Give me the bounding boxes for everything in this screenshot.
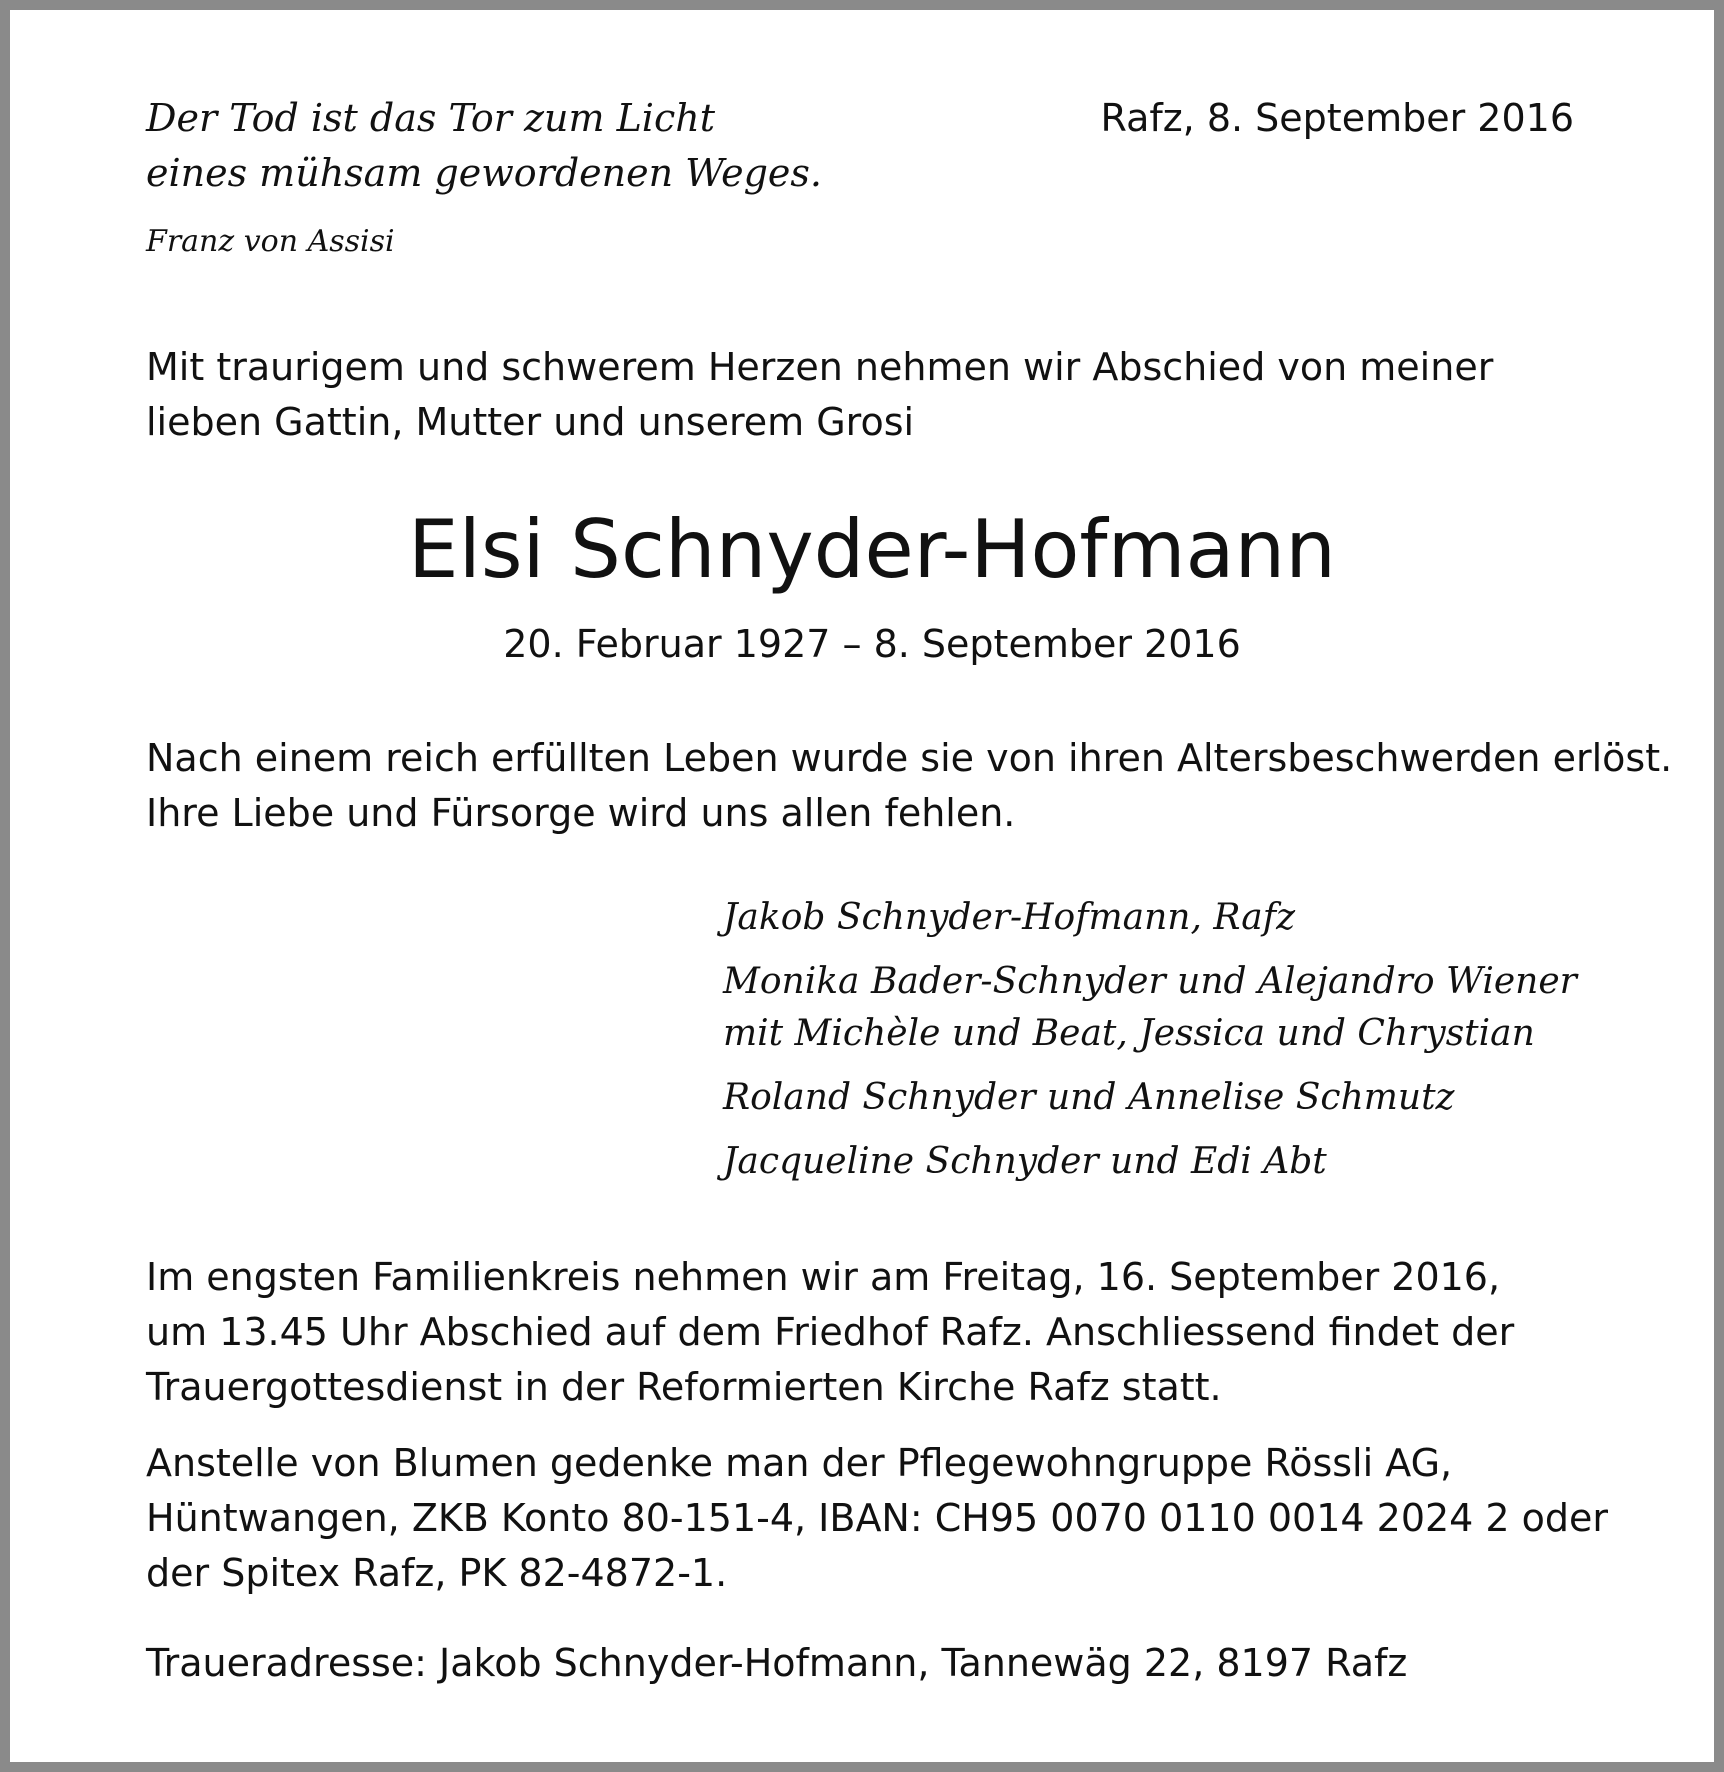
mourner-entry: Roland Schnyder und Annelise Schmutz (723, 1077, 1455, 1118)
tribute-text (146, 731, 1672, 841)
donation-line: der Spitex Rafz, PK 82-4872-1. (146, 1551, 728, 1595)
mourners-list (723, 892, 1577, 1200)
mourner-entry: Jacqueline Schnyder und Edi Abt (723, 1141, 1327, 1182)
intro-line: Mit traurigem und schwerem Herzen nehmen wir Abschied von meiner (146, 345, 1494, 389)
intro-line: lieben Gattin, Mutter und unserem Grosi (146, 400, 915, 444)
donation-text (146, 1436, 1608, 1601)
motto-quote (146, 91, 822, 201)
motto-line: eines mühsam gewordenen Weges. (146, 151, 822, 195)
motto-line: Der Tod ist das Tor zum Licht (146, 96, 715, 140)
service-text (146, 1250, 1514, 1415)
donation-line: Anstelle von Blumen gedenke man der Pflegewohngruppe Rössli AG, (146, 1441, 1453, 1485)
mourning-address: Traueradresse: Jakob Schnyder-Hofmann, Tannewäg 22, 8197 Rafz (146, 1641, 1408, 1685)
service-line: Trauergottesdienst in der Reformierten Kirche Rafz statt. (146, 1365, 1222, 1409)
tribute-line: Ihre Liebe und Fürsorge wird uns allen fehlen. (146, 791, 1016, 835)
mourner-entry: Monika Bader-Schnyder und Alejandro Wiener (723, 961, 1577, 1002)
deceased-name: Elsi Schnyder-Hofmann (408, 503, 1336, 596)
mourner-entry-continuation: mit Michèle und Beat, Jessica und Chrystian (723, 1013, 1535, 1054)
life-dates: 20. Februar 1927 – 8. September 2016 (503, 622, 1241, 666)
intro-text (146, 340, 1493, 450)
donation-line: Hüntwangen, ZKB Konto 80-151-4, IBAN: CH95 0070 0110 0014 2024 2 oder (146, 1496, 1609, 1540)
mourner-entry: Jakob Schnyder-Hofmann, Rafz (723, 897, 1296, 938)
motto-author: Franz von Assisi (146, 224, 395, 259)
service-line: Im engsten Familienkreis nehmen wir am Freitag, 16. September 2016, (146, 1255, 1501, 1299)
tribute-line: Nach einem reich erfüllten Leben wurde sie von ihren Altersbeschwerden erlöst. (146, 736, 1673, 780)
service-line: um 13.45 Uhr Abschied auf dem Friedhof Rafz. Anschliessend findet der (146, 1310, 1515, 1354)
place-date: Rafz, 8. September 2016 (1100, 96, 1574, 140)
